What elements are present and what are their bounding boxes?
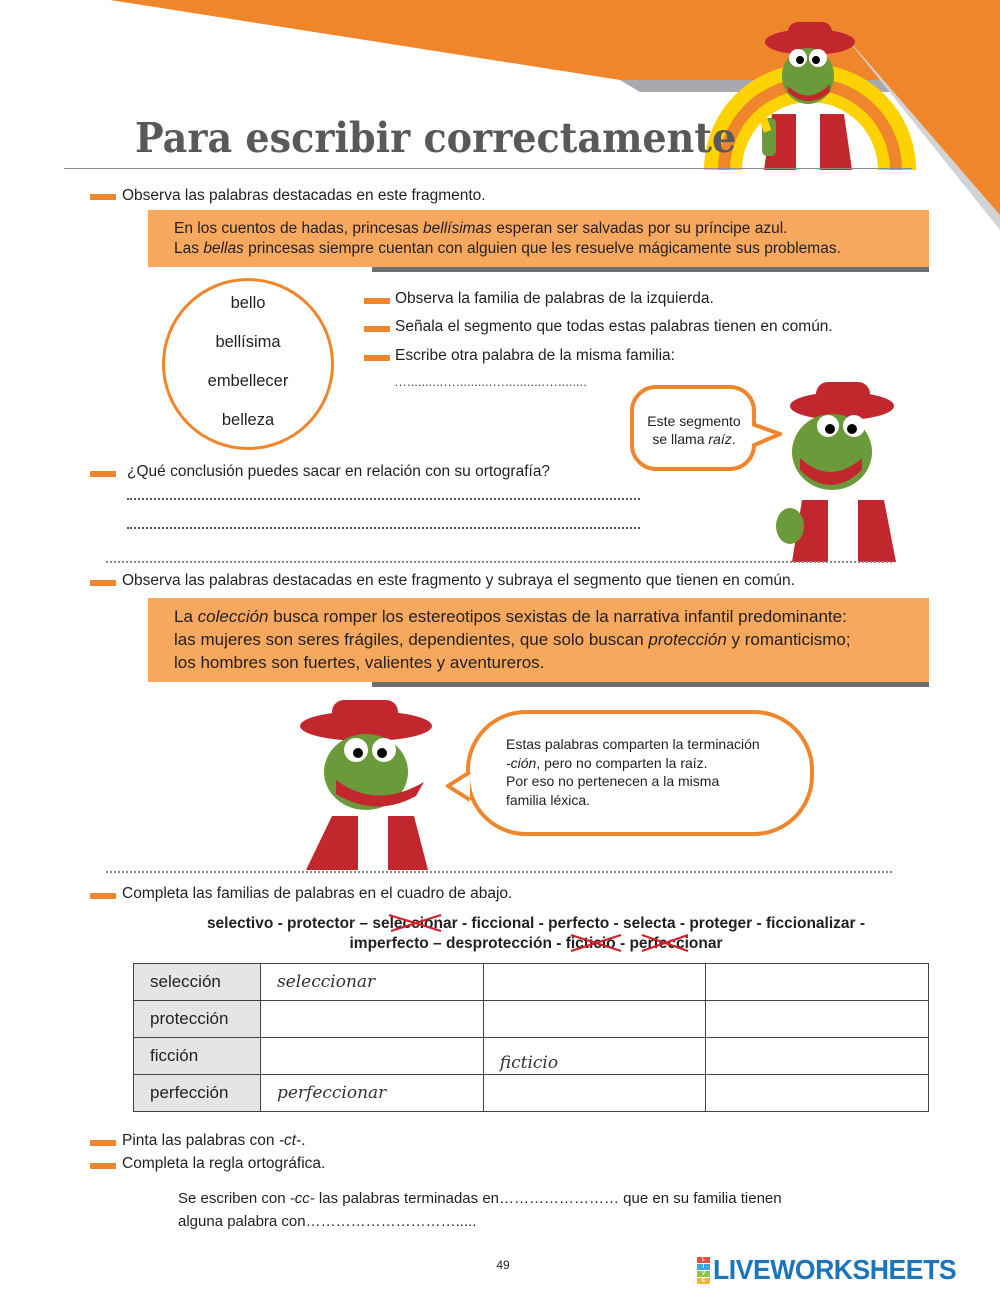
crocodile-mascot-icon (772, 376, 904, 562)
bullet-icon (364, 326, 390, 332)
crocodile-mascot-icon (748, 14, 868, 170)
table-cell[interactable] (706, 1001, 929, 1038)
bullet-icon (364, 298, 390, 304)
table-row (134, 1038, 929, 1075)
page-number: 49 (496, 1258, 510, 1272)
bubble-term-line-3: Por eso no pertenecen a la misma (506, 773, 720, 789)
fragment-box-2-shadow (372, 682, 929, 687)
answer-line-word[interactable]: …..........…..........…...........…........ (394, 374, 587, 389)
table-cell[interactable] (706, 964, 929, 1001)
title-underline (64, 168, 912, 169)
table-cell[interactable] (706, 1038, 929, 1075)
question-observe-family: Observa la familia de palabras de la izquierda. (395, 290, 714, 307)
word-bank-line-2: imperfecto – desprotección - ficticio - perfeccionar (130, 934, 942, 954)
answer-line-conclusion-1[interactable] (127, 498, 640, 500)
brand-tiles-icon: L I V E (697, 1257, 710, 1284)
table-cell[interactable] (706, 1075, 929, 1112)
cross-out-icon (626, 931, 730, 955)
section-separator (106, 561, 892, 563)
bullet-icon (90, 1163, 116, 1169)
table-cell[interactable] (260, 1001, 483, 1038)
fragment-box-1 (148, 210, 929, 267)
question-mark-segment: Señala el segmento que todas estas palabras tienen en común. (395, 318, 833, 335)
bullet-icon (90, 580, 116, 586)
bubble-term-line-2: -ción, pero no comparten la raíz. (506, 754, 708, 771)
family-word: belleza (221, 411, 275, 429)
instruction-complete-rule: Completa la regla ortográfica. (122, 1155, 326, 1172)
table-row-head: perfección (134, 1075, 261, 1112)
bubble-root-line-2: se llama raíz. (652, 431, 736, 447)
crocodile-mascot-icon (296, 698, 456, 870)
fragment-box-1-shadow (372, 267, 929, 272)
fragment-2-line-2: las mujeres son seres frágiles, dependientes, que solo buscan protección y romanticismo; (174, 630, 851, 649)
answer-line-conclusion-2[interactable] (127, 527, 640, 529)
word-family-list (162, 294, 334, 450)
table-row-head: protección (134, 1001, 261, 1038)
family-word: bello (230, 294, 266, 312)
liveworksheets-logo[interactable] (697, 1255, 969, 1285)
bubble-termination-text (506, 735, 760, 809)
bubble-tail-icon (446, 770, 472, 804)
table-cell[interactable]: perfeccionar (260, 1075, 483, 1112)
table-row (134, 1075, 929, 1112)
bullet-icon (90, 194, 116, 200)
table-cell[interactable] (260, 1038, 483, 1075)
fragment-2-line-1: La colección busca romper los estereotipos sexistas de la narrativa infantil predominante: (174, 607, 847, 626)
bullet-icon (364, 355, 390, 361)
cross-out-icon (369, 911, 455, 935)
page-title: Para escribir correctamente (135, 114, 737, 162)
instruction-paint-words: Pinta las palabras con -ct-. (122, 1132, 306, 1149)
fragment-1-line-2: Las bellas princesas siempre cuentan con alguien que les resuelve mágicamente sus problemas. (174, 240, 841, 257)
crossed-word-seleccionar: seleccionar (372, 914, 457, 934)
table-row-head: ficción (134, 1038, 261, 1075)
brand-name: LIVEWORKSHEETS (713, 1254, 957, 1285)
family-word: bellísima (215, 333, 281, 351)
spelling-rule[interactable] (178, 1187, 782, 1233)
question-write-word: Escribe otra palabra de la misma familia: (395, 347, 675, 364)
bullet-icon (90, 1140, 116, 1146)
bullet-icon (90, 893, 116, 899)
rule-line-2: alguna palabra con…………………………..... (178, 1213, 477, 1230)
table-cell[interactable]: ficticio (483, 1038, 706, 1075)
family-word: embellecer (207, 372, 289, 390)
instruction-observe-2: Observa las palabras destacadas en este fragmento y subraya el segmento que tienen en común. (122, 572, 795, 589)
instruction-complete-families: Completa las familias de palabras en el cuadro de abajo. (122, 885, 513, 902)
table-cell[interactable] (483, 1075, 706, 1112)
bubble-root-text (634, 412, 754, 448)
bubble-term-line-4: familia léxica. (506, 791, 591, 808)
table-row (134, 1001, 929, 1038)
table-cell[interactable] (483, 964, 706, 1001)
table-row (134, 964, 929, 1001)
fragment-2-line-3: los hombres son fuertes, valientes y aventureros. (174, 653, 545, 672)
fragment-box-2 (148, 598, 929, 682)
bubble-term-line-1: Estas palabras comparten la terminación (506, 736, 760, 752)
question-conclusion: ¿Qué conclusión puedes sacar en relación con su ortografía? (127, 463, 551, 480)
table-cell[interactable] (483, 1001, 706, 1038)
instruction-observe-1: Observa las palabras destacadas en este fragmento. (122, 187, 486, 204)
word-family-table (133, 963, 929, 1112)
bubble-root-line-1: Este segmento (647, 413, 741, 429)
word-bank-line-1: selectivo - protector – seleccionar - ficcional - perfecto - selecta - proteger - ficcionalizar - (130, 914, 942, 934)
word-bank (130, 914, 942, 954)
fragment-1-line-1: En los cuentos de hadas, princesas bellísimas esperan ser salvadas por su príncipe azul. (174, 220, 788, 237)
crossed-word-perfeccionar: perfeccionar (629, 934, 722, 954)
rule-line-1: Se escriben con -cc- las palabras terminadas en…………………… que en su familia tienen (178, 1190, 782, 1207)
section-separator (106, 871, 892, 873)
cross-out-icon (563, 931, 627, 955)
crossed-word-ficticio: ficticio (566, 934, 616, 954)
table-cell[interactable]: seleccionar (260, 964, 483, 1001)
bullet-icon (90, 471, 116, 477)
table-row-head: selección (134, 964, 261, 1001)
